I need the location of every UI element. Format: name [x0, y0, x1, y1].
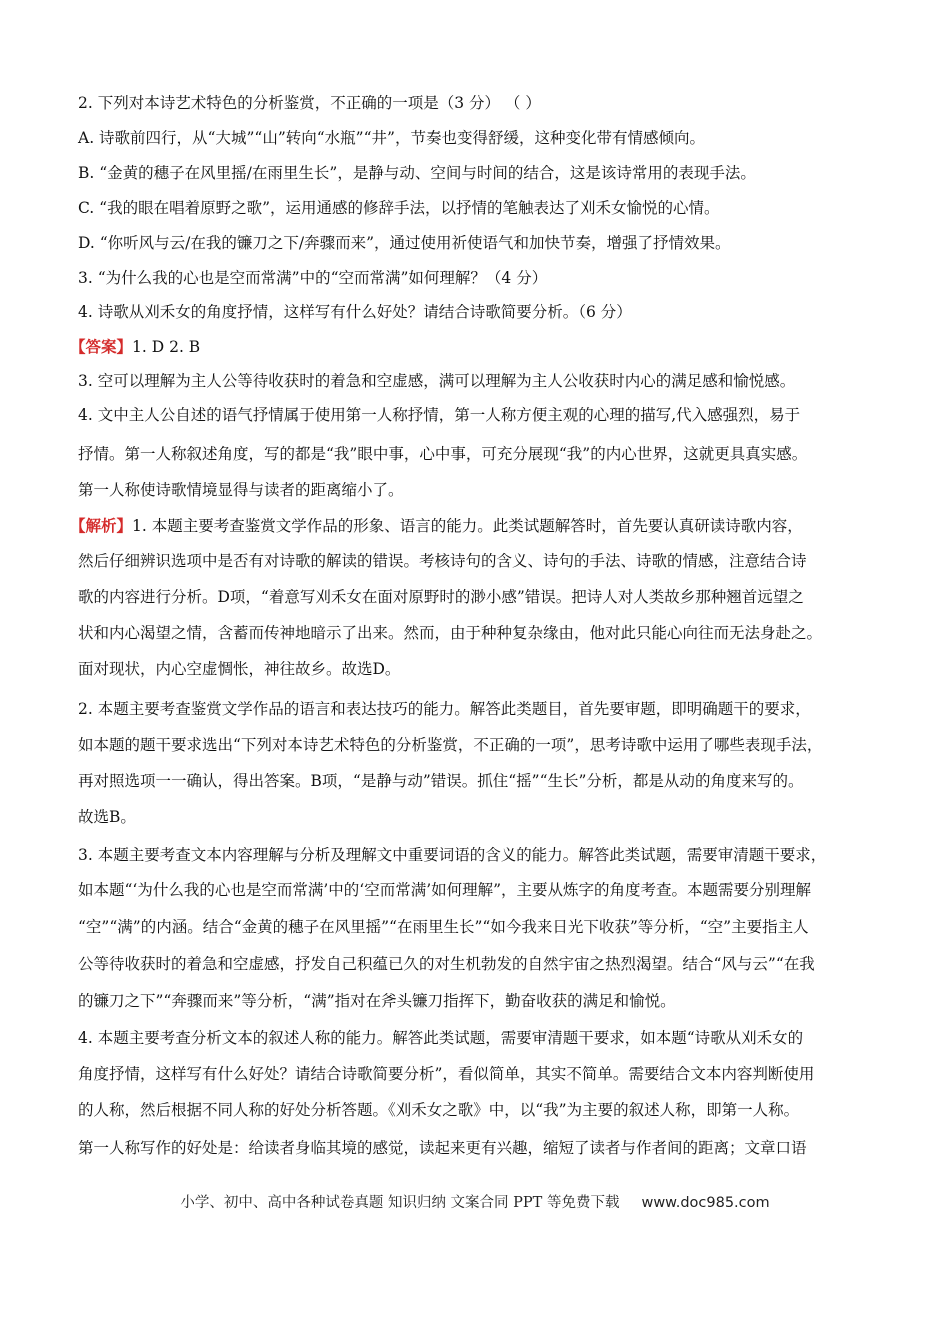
analysis-3-line-4: 公等待收获时的着急和空虚感，抒发自己积蕴已久的对生机勃发的自然宇宙之热烈渴望。结合“风与云”“在我 [78, 955, 815, 973]
answer-choices: 1. D 2. B [132, 338, 201, 356]
analysis-text: 1. 本题主要考查鉴赏文学作品的形象、语言的能力。此类试题解答时，首先要认真研读诗歌内容， [132, 517, 803, 535]
answer-3: 3. 空可以理解为主人公等待收获时的着急和空虚感，满可以理解为主人公收获时内心的满足感和愉悦感。 [78, 372, 796, 390]
option-a: A. 诗歌前四行，从“大城”“山”转向“水瓶”“井”，节奏也变得舒缓，这种变化带有情感倾向。 [78, 129, 705, 147]
option-c: C. “我的眼在唱着原野之歌”，运用通感的修辞手法，以抒情的笔触表达了刈禾女愉悦的心情。 [78, 199, 720, 217]
option-b: B. “金黄的穗子在风里摇/在雨里生长”，是静与动、空间与时间的结合，这是该诗常用的表现手法。 [78, 164, 756, 182]
analysis-2-line-2: 如本题的题干要求选出“下列对本诗艺术特色的分析鉴赏，不正确的一项”，思考诗歌中运用了哪些表现手法， [78, 736, 823, 754]
question-4: 4. 诗歌从刈禾女的角度抒情，这样写有什么好处？请结合诗歌简要分析。（6 分） [78, 303, 632, 321]
analysis-tag: 【解析】 [70, 516, 133, 535]
answer-line [70, 336, 200, 358]
analysis-3-line-2: 如本题“‘为什么我的心也是空而常满’中的‘空而常满’如何理解”，主要从炼字的角度考查。本题需要分别理解 [78, 881, 812, 899]
answer-4-line-2: 抒情。第一人称叙述角度，写的都是“我”眼中事，心中事，可充分展现“我”的内心世界，这就更具真实感。 [78, 445, 808, 463]
page-footer [0, 1191, 950, 1212]
analysis-1-line-5: 面对现状，内心空虚惆怅，神往故乡。故选D。 [78, 660, 401, 678]
answer-4-line-3: 第一人称使诗歌情境显得与读者的距离缩小了。 [78, 481, 404, 499]
analysis-2-line-1: 2. 本题主要考查鉴赏文学作品的语言和表达技巧的能力。解答此类题目，首先要审题，即明确题干的要求， [78, 700, 811, 718]
analysis-1-line-3: 歌的内容进行分析。D项，“着意写刈禾女在面对原野时的渺小感”错误。把诗人对人类故乡那种翘首远望之 [78, 588, 804, 606]
analysis-1-line-2: 然后仔细辨识选项中是否有对诗歌的解读的错误。考核诗句的含义、诗句的手法、诗歌的情感，注意结合诗 [78, 552, 807, 570]
analysis-4-line-2: 角度抒情，这样写有什么好处？请结合诗歌简要分析”，看似简单，其实不简单。需要结合文本内容判断使用 [78, 1065, 815, 1083]
analysis-3-line-1: 3. 本题主要考查文本内容理解与分析及理解文中重要词语的含义的能力。解答此类试题，需要审清题干要求， [78, 846, 827, 864]
answer-tag: 【答案】 [70, 337, 133, 356]
analysis-2-line-4: 故选B。 [78, 808, 136, 826]
footer-text: 小学、初中、高中各种试卷真题 知识归纳 文案合同 PPT 等免费下载 [180, 1195, 620, 1211]
answer-4-line-1: 4. 文中主人公自述的语气抒情属于使用第一人称抒情，第一人称方便主观的心理的描写,代入感强烈，易于 [78, 406, 801, 424]
analysis-3-line-5: 的镰刀之下”“奔骤而来”等分析，“满”指对在斧头镰刀指挥下，勤奋收获的满足和愉悦。 [78, 992, 676, 1010]
question-3: 3. “为什么我的心也是空而常满”中的“空而常满”如何理解？（4 分） [78, 269, 548, 287]
footer-url[interactable]: www.doc985.com [641, 1195, 770, 1211]
analysis-1-line-1 [70, 515, 803, 537]
option-d: D. “你听风与云/在我的镰刀之下/奔骤而来”，通过使用祈使语气和加快节奏，增强了抒情效果。 [78, 234, 731, 252]
analysis-2-line-3: 再对照选项一一确认，得出答案。B项，“是静与动”错误。抓住“摇”“生长”分析，都是从动的角度来写的。 [78, 772, 804, 790]
analysis-4-line-4: 第一人称写作的好处是：给读者身临其境的感觉，读起来更有兴趣，缩短了读者与作者间的距离；文章口语 [78, 1139, 807, 1157]
question-2: 2. 下列对本诗艺术特色的分析鉴赏，不正确的一项是（3 分） （ ） [78, 94, 541, 112]
analysis-4-line-1: 4. 本题主要考查分析文本的叙述人称的能力。解答此类试题，需要审清题干要求，如本题“诗歌从刈禾女的 [78, 1029, 804, 1047]
analysis-1-line-4: 状和内心渴望之情，含蓄而传神地暗示了出来。然而，由于种种复杂缘由，他对此只能心向往而无法身赴之。 [78, 624, 823, 642]
analysis-3-line-3: “空”“满”的内涵。结合“金黄的穗子在风里摇”“在雨里生长”“如今我来日光下收获”等分析，“空”主要指主人 [78, 918, 809, 936]
analysis-4-line-3: 的人称，然后根据不同人称的好处分析答题。《刈禾女之歌》中，以“我”为主要的叙述人称，即第一人称。 [78, 1101, 800, 1119]
